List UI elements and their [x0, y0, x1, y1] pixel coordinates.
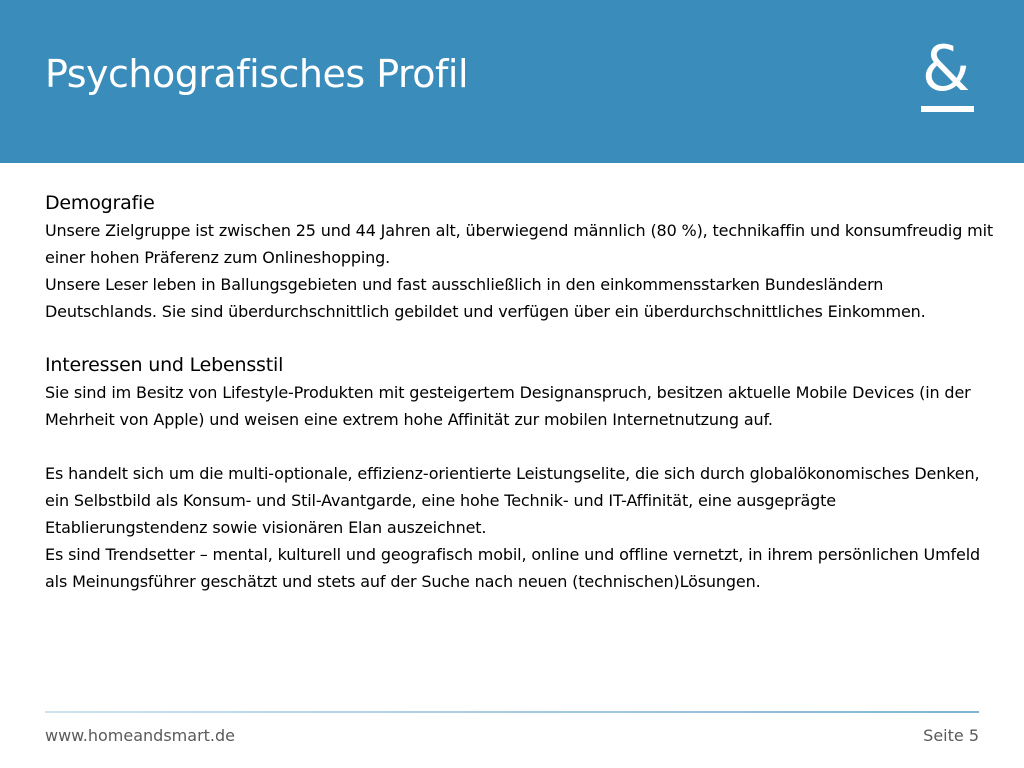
slide-header: [0, 0, 1024, 163]
slide-body: [45, 190, 995, 595]
paragraph: Sie sind im Besitz von Lifestyle-Produkten mit gesteigertem Designanspruch, besitzen aktuelle Mobile Devices (in der Mehrheit von Apple) und weisen eine extrem hohe Affinität zur mobilen Internetnutzung auf.: [45, 383, 971, 429]
footer-divider: [45, 711, 979, 713]
logo-glyph: &: [921, 32, 971, 105]
logo-underline: [921, 106, 974, 112]
section-title-demografie: Demografie: [45, 192, 155, 214]
footer-url[interactable]: www.homeandsmart.de: [45, 726, 235, 745]
slide-title: Psychografisches Profil: [45, 52, 469, 96]
paragraph: Es handelt sich um die multi-optionale, effizienz-orientierte Leistungselite, die sich durch globalökonomisches Denken, ein Selbstbild als Konsum- und Stil-Avantgarde, eine hohe Technik- und IT-Affinität, eine ausgeprägte Etablierungstendenz sowie visionären Elan auszeichnet.: [45, 464, 980, 537]
ampersand-logo-icon: [916, 32, 976, 118]
spacer: [45, 433, 995, 460]
page-number: Seite 5: [923, 726, 979, 745]
paragraph: Es sind Trendsetter – mental, kulturell und geografisch mobil, online und offline vernetzt, in ihrem persönlichen Umfeld als Meinungsführer geschätzt und stets auf der Suche nach neuen (technischen)Lösungen.: [45, 545, 981, 591]
spacer: [45, 325, 995, 352]
section-title-interessen: Interessen und Lebensstil: [45, 354, 284, 376]
paragraph: Unsere Zielgruppe ist zwischen 25 und 44 Jahren alt, überwiegend männlich (80 %), technikaffin und konsumfreudig mit einer hohen Präferenz zum Onlineshopping.: [45, 221, 994, 267]
paragraph: Unsere Leser leben in Ballungsgebieten und fast ausschließlich in den einkommensstarken Bundesländern Deutschlands. Sie sind überdurchschnittlich gebildet und verfügen über ein überdurchschnittliches Einkommen.: [45, 275, 926, 321]
